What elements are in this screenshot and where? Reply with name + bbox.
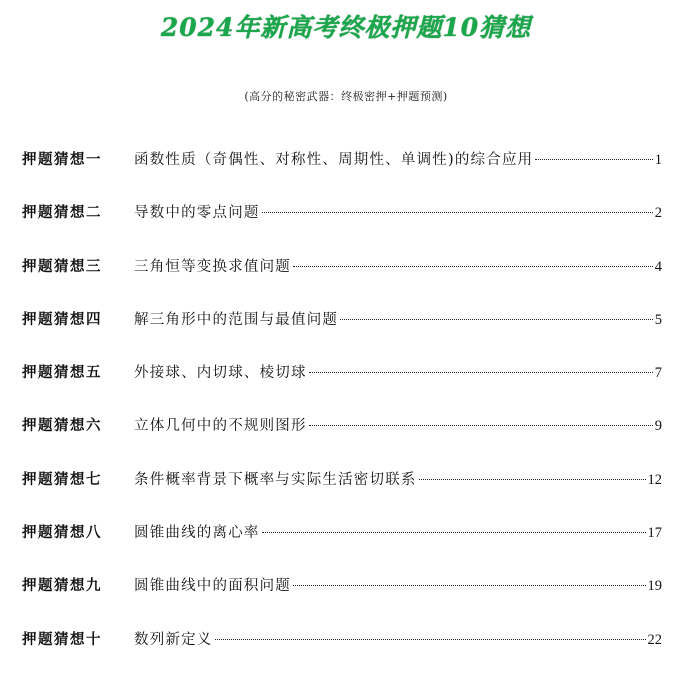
- toc-entry-topic: 三角恒等变换求值问题: [134, 258, 291, 275]
- toc-entry[interactable]: [22, 359, 662, 412]
- dot-leader: [309, 372, 653, 373]
- dot-leader: [309, 425, 653, 426]
- toc-entry-label: 押题猜想六: [22, 417, 102, 435]
- dot-leader: [262, 212, 653, 213]
- toc-entry-topic: 圆锥曲线的离心率: [134, 525, 260, 542]
- toc-entry-page: 12: [647, 471, 662, 488]
- toc-entry-page: 17: [647, 525, 662, 542]
- dot-leader: [419, 479, 646, 480]
- toc-entry[interactable]: [22, 253, 662, 306]
- dot-leader: [535, 159, 652, 160]
- toc-entry-label: 押题猜想四: [22, 310, 102, 328]
- toc-entry-page: 4: [654, 258, 662, 275]
- toc-entry-page: 19: [647, 578, 662, 595]
- dot-leader: [340, 319, 653, 320]
- toc-entry-label: 押题猜想十: [22, 630, 102, 648]
- toc-entry-label: 押题猜想五: [22, 364, 102, 382]
- dot-leader: [293, 585, 646, 586]
- toc-entry[interactable]: [22, 572, 662, 625]
- toc-entry-page: 2: [654, 205, 662, 222]
- toc-entry-label: 押题猜想二: [22, 204, 102, 222]
- page-subtitle: (高分的秘密武器：终极密押+押题预测): [244, 90, 448, 103]
- toc-entry-topic: 导数中的零点问题: [134, 205, 260, 222]
- table-of-contents: [22, 146, 662, 679]
- dot-leader: [293, 266, 653, 267]
- page-title: 2024年新高考终极押题10猜想: [160, 13, 532, 42]
- toc-entry-label: 押题猜想三: [22, 257, 102, 275]
- toc-entry-topic: 圆锥曲线中的面积问题: [134, 578, 291, 595]
- toc-entry-topic: 解三角形中的范围与最值问题: [134, 311, 339, 328]
- toc-entry[interactable]: [22, 519, 662, 572]
- toc-entry-topic: 条件概率背景下概率与实际生活密切联系: [134, 471, 417, 488]
- toc-entry[interactable]: [22, 626, 662, 679]
- toc-entry-page: 22: [647, 631, 662, 648]
- toc-entry-topic: 外接球、内切球、棱切球: [134, 365, 307, 382]
- toc-entry[interactable]: [22, 466, 662, 519]
- toc-entry-topic: 立体几何中的不规则图形: [134, 418, 307, 435]
- toc-entry-page: 5: [654, 311, 662, 328]
- toc-entry-page: 9: [654, 418, 662, 435]
- toc-entry[interactable]: [22, 199, 662, 252]
- toc-entry[interactable]: [22, 146, 662, 199]
- toc-entry-label: 押题猜想七: [22, 470, 102, 488]
- dot-leader: [215, 639, 646, 640]
- dot-leader: [262, 532, 646, 533]
- toc-entry[interactable]: [22, 306, 662, 359]
- toc-entry-page: 7: [654, 365, 662, 382]
- toc-entry-label: 押题猜想九: [22, 577, 102, 595]
- toc-entry-page: 1: [654, 152, 662, 168]
- toc-entry-topic: 函数性质（奇偶性、对称性、周期性、单调性)的综合应用: [134, 152, 534, 168]
- toc-entry-label: 押题猜想八: [22, 524, 102, 542]
- toc-entry-topic: 数列新定义: [134, 631, 213, 648]
- toc-entry-label: 押题猜想一: [22, 151, 102, 168]
- toc-entry[interactable]: [22, 412, 662, 465]
